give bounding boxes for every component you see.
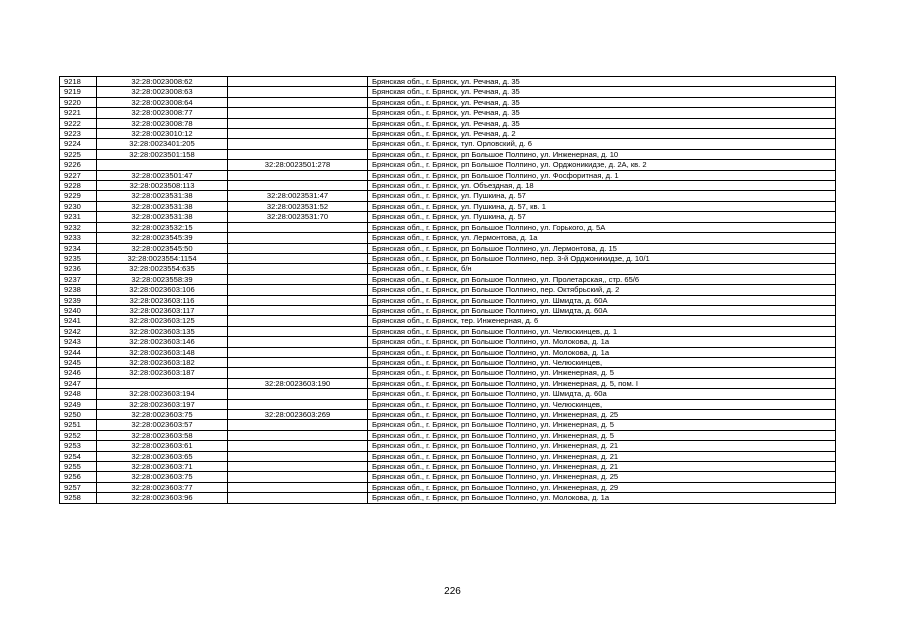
address-cell: Брянская обл., г. Брянск, рп Большое Полпино, ул. Пролетарская,, стр. 65/6 [368,274,836,284]
cadastral-number-cell: 32:28:0023603:57 [97,420,228,430]
cadastral-number-cell: 32:28:0023603:146 [97,337,228,347]
table-row [60,243,836,253]
cadastral-number-cell: 32:28:0023545:39 [97,233,228,243]
related-cadastral-number-cell [228,420,368,430]
address-cell: Брянская обл., г. Брянск, ул. Лермонтова, д. 1а [368,233,836,243]
related-cadastral-number-cell: 32:28:0023531:70 [228,212,368,222]
table-row [60,77,836,87]
cadastral-number-cell: 32:28:0023554:635 [97,264,228,274]
property-registry-table [59,76,836,504]
row-number-cell: 9255 [60,462,97,472]
cadastral-number-cell: 32:28:0023603:58 [97,430,228,440]
cadastral-number-cell: 32:28:0023008:77 [97,108,228,118]
address-cell: Брянская обл., г. Брянск, рп Большое Полпино, ул. Инженерная, д. 25 [368,472,836,482]
registry-table-body [60,77,836,504]
related-cadastral-number-cell [228,264,368,274]
address-cell: Брянская обл., г. Брянск, рп Большое Полпино, ул. Шмидта, д. 60а [368,389,836,399]
cadastral-number-cell: 32:28:0023603:194 [97,389,228,399]
cadastral-number-cell: 32:28:0023508:113 [97,181,228,191]
table-row [60,129,836,139]
row-number-cell: 9247 [60,378,97,388]
address-cell: Брянская обл., г. Брянск, рп Большое Полпино, ул. Горького, д. 5А [368,222,836,232]
address-cell: Брянская обл., г. Брянск, рп Большое Полпино, ул. Инженерная, д. 5 [368,420,836,430]
related-cadastral-number-cell [228,118,368,128]
cadastral-number-cell: 32:28:0023532:15 [97,222,228,232]
related-cadastral-number-cell [228,170,368,180]
row-number-cell: 9242 [60,326,97,336]
table-row [60,295,836,305]
row-number-cell: 9237 [60,274,97,284]
row-number-cell: 9234 [60,243,97,253]
table-row [60,399,836,409]
table-row [60,430,836,440]
related-cadastral-number-cell [228,430,368,440]
address-cell: Брянская обл., г. Брянск, рп Большое Полпино, ул. Инженерная, д. 25 [368,410,836,420]
row-number-cell: 9252 [60,430,97,440]
address-cell: Брянская обл., г. Брянск, рп Большое Полпино, ул. Инженерная, д. 29 [368,482,836,492]
table-row [60,170,836,180]
related-cadastral-number-cell [228,337,368,347]
cadastral-number-cell: 32:28:0023603:61 [97,441,228,451]
cadastral-number-cell: 32:28:0023603:182 [97,357,228,367]
address-cell: Брянская обл., г. Брянск, ул. Речная, д. 35 [368,87,836,97]
address-cell: Брянская обл., г. Брянск, б/н [368,264,836,274]
table-row [60,316,836,326]
related-cadastral-number-cell [228,129,368,139]
row-number-cell: 9219 [60,87,97,97]
table-row [60,149,836,159]
related-cadastral-number-cell [228,285,368,295]
row-number-cell: 9224 [60,139,97,149]
related-cadastral-number-cell [228,305,368,315]
table-row [60,253,836,263]
address-cell: Брянская обл., г. Брянск, рп Большое Полпино, ул. Инженерная, д. 10 [368,149,836,159]
related-cadastral-number-cell [228,222,368,232]
table-row [60,87,836,97]
row-number-cell: 9221 [60,108,97,118]
row-number-cell: 9256 [60,472,97,482]
related-cadastral-number-cell [228,462,368,472]
cadastral-number-cell: 32:28:0023603:106 [97,285,228,295]
related-cadastral-number-cell [228,389,368,399]
table-row [60,493,836,503]
cadastral-number-cell: 32:28:0023531:38 [97,191,228,201]
cadastral-number-cell: 32:28:0023008:78 [97,118,228,128]
related-cadastral-number-cell [228,233,368,243]
address-cell: Брянская обл., г. Брянск, рп Большое Полпино, пер. Октябрьский, д. 2 [368,285,836,295]
address-cell: Брянская обл., г. Брянск, ул. Пушкина, д. 57 [368,191,836,201]
cadastral-number-cell: 32:28:0023603:96 [97,493,228,503]
address-cell: Брянская обл., г. Брянск, рп Большое Полпино, ул. Шмидта, д. 60А [368,295,836,305]
address-cell: Брянская обл., г. Брянск, рп Большое Полпино, ул. Инженерная, д. 5, пом. I [368,378,836,388]
cadastral-number-cell: 32:28:0023554:1154 [97,253,228,263]
related-cadastral-number-cell [228,274,368,284]
related-cadastral-number-cell [228,77,368,87]
row-number-cell: 9254 [60,451,97,461]
related-cadastral-number-cell [228,243,368,253]
address-cell: Брянская обл., г. Брянск, рп Большое Полпино, ул. Инженерная, д. 5 [368,430,836,440]
table-row [60,357,836,367]
cadastral-number-cell: 32:28:0023603:65 [97,451,228,461]
related-cadastral-number-cell [228,368,368,378]
table-row [60,264,836,274]
table-row [60,212,836,222]
related-cadastral-number-cell [228,181,368,191]
row-number-cell: 9225 [60,149,97,159]
row-number-cell: 9253 [60,441,97,451]
address-cell: Брянская обл., г. Брянск, рп Большое Полпино, ул. Инженерная, д. 21 [368,451,836,461]
related-cadastral-number-cell [228,97,368,107]
address-cell: Брянская обл., г. Брянск, рп Большое Полпино, ул. Челюскинцев, [368,399,836,409]
related-cadastral-number-cell [228,253,368,263]
cadastral-number-cell: 32:28:0023531:38 [97,201,228,211]
row-number-cell: 9249 [60,399,97,409]
table-row [60,222,836,232]
table-row [60,118,836,128]
row-number-cell: 9238 [60,285,97,295]
table-row [60,285,836,295]
address-cell: Брянская обл., г. Брянск, ул. Речная, д. 35 [368,118,836,128]
table-row [60,97,836,107]
table-row [60,305,836,315]
row-number-cell: 9236 [60,264,97,274]
related-cadastral-number-cell [228,139,368,149]
cadastral-number-cell: 32:28:0023603:125 [97,316,228,326]
address-cell: Брянская обл., г. Брянск, ул. Пушкина, д. 57, кв. 1 [368,201,836,211]
table-row [60,160,836,170]
row-number-cell: 9245 [60,357,97,367]
cadastral-number-cell: 32:28:0023603:77 [97,482,228,492]
row-number-cell: 9244 [60,347,97,357]
row-number-cell: 9240 [60,305,97,315]
address-cell: Брянская обл., г. Брянск, ул. Речная, д. 2 [368,129,836,139]
cadastral-number-cell: 32:28:0023501:158 [97,149,228,159]
related-cadastral-number-cell: 32:28:0023603:269 [228,410,368,420]
related-cadastral-number-cell: 32:28:0023501:278 [228,160,368,170]
table-row [60,233,836,243]
cadastral-number-cell: 32:28:0023603:197 [97,399,228,409]
cadastral-number-cell [97,160,228,170]
related-cadastral-number-cell [228,149,368,159]
cadastral-number-cell: 32:28:0023603:75 [97,472,228,482]
row-number-cell: 9229 [60,191,97,201]
row-number-cell: 9223 [60,129,97,139]
row-number-cell: 9248 [60,389,97,399]
address-cell: Брянская обл., г. Брянск, ул. Речная, д. 35 [368,108,836,118]
address-cell: Брянская обл., г. Брянск, рп Большое Полпино, ул. Фосфоритная, д. 1 [368,170,836,180]
row-number-cell: 9222 [60,118,97,128]
cadastral-number-cell: 32:28:0023603:71 [97,462,228,472]
related-cadastral-number-cell [228,316,368,326]
table-row [60,337,836,347]
row-number-cell: 9241 [60,316,97,326]
related-cadastral-number-cell: 32:28:0023531:47 [228,191,368,201]
address-cell: Брянская обл., г. Брянск, ул. Объездная, д. 18 [368,181,836,191]
table-row [60,462,836,472]
table-row [60,441,836,451]
row-number-cell: 9246 [60,368,97,378]
address-cell: Брянская обл., г. Брянск, тер. Инженерная, д. 6 [368,316,836,326]
cadastral-number-cell [97,378,228,388]
table-row [60,347,836,357]
cadastral-number-cell: 32:28:0023008:63 [97,87,228,97]
related-cadastral-number-cell [228,347,368,357]
cadastral-number-cell: 32:28:0023501:47 [97,170,228,180]
cadastral-number-cell: 32:28:0023558:39 [97,274,228,284]
row-number-cell: 9232 [60,222,97,232]
cadastral-number-cell: 32:28:0023603:148 [97,347,228,357]
related-cadastral-number-cell [228,357,368,367]
cadastral-number-cell: 32:28:0023545:50 [97,243,228,253]
cadastral-number-cell: 32:28:0023603:75 [97,410,228,420]
table-row [60,201,836,211]
table-row [60,420,836,430]
address-cell: Брянская обл., г. Брянск, рп Большое Полпино, ул. Молокова, д. 1а [368,337,836,347]
row-number-cell: 9233 [60,233,97,243]
address-cell: Брянская обл., г. Брянск, рп Большое Полпино, ул. Молокова, д. 1а [368,493,836,503]
address-cell: Брянская обл., г. Брянск, рп Большое Полпино, ул. Лермонтова, д. 15 [368,243,836,253]
related-cadastral-number-cell [228,441,368,451]
address-cell: Брянская обл., г. Брянск, рп Большое Полпино, ул. Инженерная, д. 5 [368,368,836,378]
related-cadastral-number-cell [228,108,368,118]
related-cadastral-number-cell [228,87,368,97]
cadastral-number-cell: 32:28:0023603:135 [97,326,228,336]
row-number-cell: 9220 [60,97,97,107]
table-row [60,181,836,191]
address-cell: Брянская обл., г. Брянск, рп Большое Полпино, ул. Инженерная, д. 21 [368,441,836,451]
table-row [60,378,836,388]
row-number-cell: 9235 [60,253,97,263]
row-number-cell: 9231 [60,212,97,222]
address-cell: Брянская обл., г. Брянск, ул. Пушкина, д. 57 [368,212,836,222]
cadastral-number-cell: 32:28:0023603:117 [97,305,228,315]
row-number-cell: 9228 [60,181,97,191]
table-row [60,389,836,399]
table-row [60,326,836,336]
cadastral-number-cell: 32:28:0023008:64 [97,97,228,107]
row-number-cell: 9218 [60,77,97,87]
address-cell: Брянская обл., г. Брянск, рп Большое Полпино, ул. Шмидта, д. 60А [368,305,836,315]
related-cadastral-number-cell: 32:28:0023531:52 [228,201,368,211]
address-cell: Брянская обл., г. Брянск, ул. Речная, д. 35 [368,77,836,87]
table-row [60,191,836,201]
related-cadastral-number-cell [228,326,368,336]
related-cadastral-number-cell [228,399,368,409]
table-row [60,472,836,482]
row-number-cell: 9250 [60,410,97,420]
address-cell: Брянская обл., г. Брянск, рп Большое Полпино, ул. Инженерная, д. 21 [368,462,836,472]
address-cell: Брянская обл., г. Брянск, рп Большое Полпино, ул. Челюскинцев, [368,357,836,367]
row-number-cell: 9230 [60,201,97,211]
row-number-cell: 9227 [60,170,97,180]
cadastral-number-cell: 32:28:0023010:12 [97,129,228,139]
page-number: 226 [444,586,461,597]
row-number-cell: 9257 [60,482,97,492]
table-row [60,451,836,461]
related-cadastral-number-cell [228,482,368,492]
address-cell: Брянская обл., г. Брянск, рп Большое Полпино, ул. Молокова, д. 1а [368,347,836,357]
table-row [60,482,836,492]
related-cadastral-number-cell [228,451,368,461]
cadastral-number-cell: 32:28:0023531:38 [97,212,228,222]
cadastral-number-cell: 32:28:0023603:187 [97,368,228,378]
address-cell: Брянская обл., г. Брянск, ул. Речная, д. 35 [368,97,836,107]
related-cadastral-number-cell [228,472,368,482]
address-cell: Брянская обл., г. Брянск, рп Большое Полпино, ул. Челюскинцев, д. 1 [368,326,836,336]
cadastral-number-cell: 32:28:0023008:62 [97,77,228,87]
row-number-cell: 9239 [60,295,97,305]
address-cell: Брянская обл., г. Брянск, туп. Орловский, д. 6 [368,139,836,149]
row-number-cell: 9251 [60,420,97,430]
related-cadastral-number-cell [228,295,368,305]
row-number-cell: 9258 [60,493,97,503]
table-row [60,139,836,149]
address-cell: Брянская обл., г. Брянск, рп Большое Полпино, ул. Орджоникидзе, д. 2А, кв. 2 [368,160,836,170]
related-cadastral-number-cell [228,493,368,503]
table-row [60,410,836,420]
related-cadastral-number-cell: 32:28:0023603:190 [228,378,368,388]
address-cell: Брянская обл., г. Брянск, рп Большое Полпино, пер. 3-й Орджоникидзе, д. 10/1 [368,253,836,263]
cadastral-number-cell: 32:28:0023401:205 [97,139,228,149]
row-number-cell: 9226 [60,160,97,170]
table-row [60,368,836,378]
row-number-cell: 9243 [60,337,97,347]
table-row [60,274,836,284]
table-row [60,108,836,118]
cadastral-number-cell: 32:28:0023603:116 [97,295,228,305]
